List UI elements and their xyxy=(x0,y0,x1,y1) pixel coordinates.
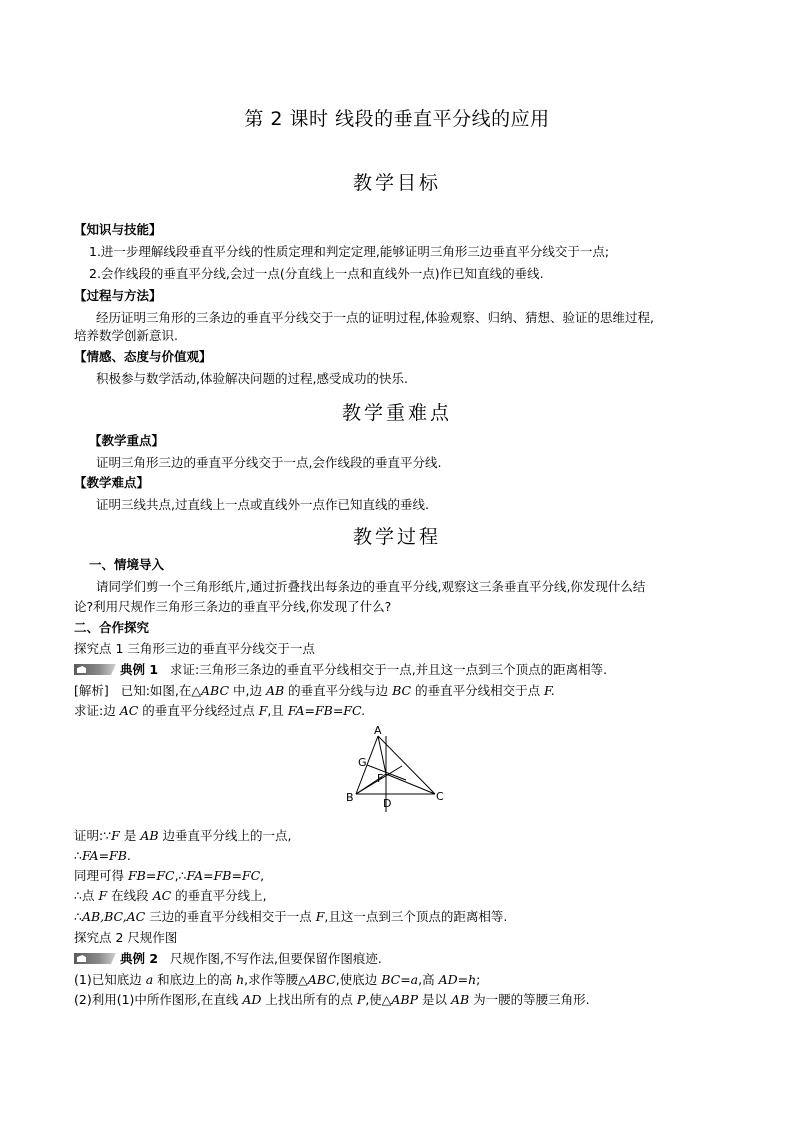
proof-text: ∴点 xyxy=(74,888,99,903)
ex2-text: 上找出所有的点 xyxy=(261,992,357,1007)
example-2-line-1 xyxy=(74,971,480,989)
analysis-text: 已知:如图,在△ xyxy=(120,683,201,698)
example-badge-icon xyxy=(74,953,116,964)
example-1-text: 求证:三角形三条边的垂直平分线相交于一点,并且这一点到三个顶点的距离相等. xyxy=(169,662,608,677)
proof-text: 在线段 xyxy=(107,888,153,903)
var-h: h xyxy=(236,972,245,987)
example-1-label: 典例 1 xyxy=(120,662,159,677)
ex2-text: 为一腰的等腰三角形. xyxy=(469,992,590,1007)
proof-text: , xyxy=(260,868,265,883)
var-bc-a: BC=a xyxy=(381,972,419,987)
section-heading-process: 教学过程 xyxy=(352,526,441,548)
var-p: P xyxy=(356,992,366,1007)
proof-text: ,且这一点到三个顶点的距离相等. xyxy=(324,909,508,924)
proof-line-3 xyxy=(74,867,264,885)
label-b: B xyxy=(346,791,354,804)
page-title: 第 2 课时 线段的垂直平分线的应用 xyxy=(244,108,550,130)
analysis-text: 的垂直平分线相交于点 xyxy=(411,683,545,698)
example-1 xyxy=(74,661,607,679)
var-a: a xyxy=(145,972,154,987)
var-f: F xyxy=(98,888,108,903)
segment-fa xyxy=(378,736,386,774)
var-ac: AC xyxy=(119,703,139,718)
intro-line-1: 请同学们剪一个三角形纸片,通过折叠找出每条边的垂直平分线,观察这三条垂直平分线,你发现什么结 xyxy=(96,579,646,594)
proof-text: 证明:∵ xyxy=(74,828,112,843)
intro-heading: 一、情境导入 xyxy=(89,557,165,572)
intro-line-2: 论?利用尺规作三角形三条边的垂直平分线,你发现了什么? xyxy=(74,599,392,614)
ex2-text: ; xyxy=(476,972,481,987)
proof-text: 是 xyxy=(119,828,141,843)
emotion-heading: 【情感、态度与价值观】 xyxy=(74,349,212,364)
segment-ac xyxy=(378,736,435,794)
var-abc: ABC xyxy=(307,972,336,987)
var-abp: ABP xyxy=(391,992,419,1007)
proof-line-1 xyxy=(74,827,291,845)
example-2-line-2 xyxy=(74,991,590,1009)
knowledge-line-2: 2.会作线段的垂直平分线,会过一点(分直线上一点和直线外一点)作已知直线的垂线. xyxy=(89,266,544,281)
var-f: F xyxy=(258,703,268,718)
explore-heading: 二、合作探究 xyxy=(74,620,150,635)
ex2-text: 是以 xyxy=(418,992,451,1007)
analysis-text: 中,边 xyxy=(229,683,266,698)
var-fa-fb: FA=FB. xyxy=(81,848,131,863)
section-heading-goals: 教学目标 xyxy=(352,172,441,194)
knowledge-heading: 【知识与技能】 xyxy=(74,222,162,237)
analysis-text: 的垂直平分线与边 xyxy=(284,683,393,698)
knowledge-line-1: 1.进一步理解线段垂直平分线的性质定理和判定定理,能够证明三角形三边垂直平分线交于一点; xyxy=(89,244,610,259)
proof-line-2 xyxy=(74,847,131,865)
explore-point-2: 探究点 2 尺规作图 xyxy=(74,930,178,945)
method-line-1: 经历证明三角形的三条边的垂直平分线交于一点的证明过程,体验观察、归纳、猜想、验证的思维过程, xyxy=(96,310,654,325)
method-heading: 【过程与方法】 xyxy=(74,288,162,303)
label-c: C xyxy=(436,790,444,803)
difficulty-line-1: 证明三线共点,过直线上一点或直线外一点作已知直线的垂线. xyxy=(96,497,429,512)
label-a: A xyxy=(374,724,382,737)
label-d: D xyxy=(383,797,392,810)
analysis-line-2 xyxy=(74,702,365,720)
example-2 xyxy=(74,950,382,968)
analysis-text: 求证:边 xyxy=(74,703,120,718)
example-2-label: 典例 2 xyxy=(120,951,159,966)
section-heading-keypoints: 教学重难点 xyxy=(341,402,452,424)
label-f: F xyxy=(377,772,384,785)
var-fa-fb-fc: FA=FB=FC. xyxy=(287,703,366,718)
proof-line-4 xyxy=(74,887,267,905)
ex2-text: ,使底边 xyxy=(335,972,382,987)
analysis-line-1 xyxy=(74,682,555,700)
label-g: G xyxy=(358,756,367,769)
proof-text: ∴ xyxy=(74,848,82,863)
analysis-label: [解析] xyxy=(74,683,109,698)
ex2-text: ,求作等腰△ xyxy=(244,972,308,987)
method-line-2: 培养数学创新意识. xyxy=(74,328,178,343)
var-f: F xyxy=(111,828,120,843)
ex2-text: ,使△ xyxy=(365,992,392,1007)
proof-text: 边垂直平分线上的一点, xyxy=(158,828,292,843)
proof-line-5 xyxy=(74,908,507,926)
var-fa-fb-fc: FA=FB=FC xyxy=(186,868,261,883)
segment-fc xyxy=(386,774,435,794)
var-ab: AB xyxy=(265,683,285,698)
focus-line-1: 证明三角形三边的垂直平分线交于一点,会作线段的垂直平分线. xyxy=(96,455,442,470)
var-ad: AD xyxy=(242,992,262,1007)
var-fb-fc: FB=FC xyxy=(127,868,175,883)
example-2-text: 尺规作图,不写作法,但要保留作图痕迹. xyxy=(169,951,382,966)
var-f: F. xyxy=(544,683,555,698)
proof-text: ,∴ xyxy=(174,868,187,883)
focus-heading: 【教学重点】 xyxy=(89,433,165,448)
difficulty-heading: 【教学难点】 xyxy=(74,475,150,490)
proof-text: 同理可得 xyxy=(74,868,128,883)
var-ab: AB xyxy=(450,992,470,1007)
proof-text: 三边的垂直平分线相交于一点 xyxy=(145,909,316,924)
ex2-text: 和底边上的高 xyxy=(153,972,237,987)
example-badge-icon xyxy=(74,664,116,675)
var-f: F xyxy=(315,909,325,924)
proof-text: ∴ xyxy=(74,909,82,924)
analysis-text: ,且 xyxy=(267,703,288,718)
var-ad-h: AD=h xyxy=(438,972,477,987)
explore-point-1: 探究点 1 三角形三边的垂直平分线交于一点 xyxy=(74,641,315,656)
ex2-text: (1)已知底边 xyxy=(74,972,146,987)
var-bc: BC xyxy=(392,683,412,698)
ex2-text: ,高 xyxy=(418,972,439,987)
var-ab: AB xyxy=(140,828,159,843)
emotion-line-1: 积极参与数学活动,体验解决问题的过程,感受成功的快乐. xyxy=(96,371,408,386)
analysis-text: 的垂直平分线经过点 xyxy=(138,703,259,718)
triangle-figure xyxy=(340,724,450,824)
var-ac: AC xyxy=(152,888,172,903)
proof-text: 的垂直平分线上, xyxy=(171,888,267,903)
var-abc: ABC xyxy=(201,683,230,698)
ex2-text: (2)利用(1)中所作图形,在直线 xyxy=(74,992,243,1007)
var-ab-bc-ac: AB,BC,AC xyxy=(81,909,146,924)
